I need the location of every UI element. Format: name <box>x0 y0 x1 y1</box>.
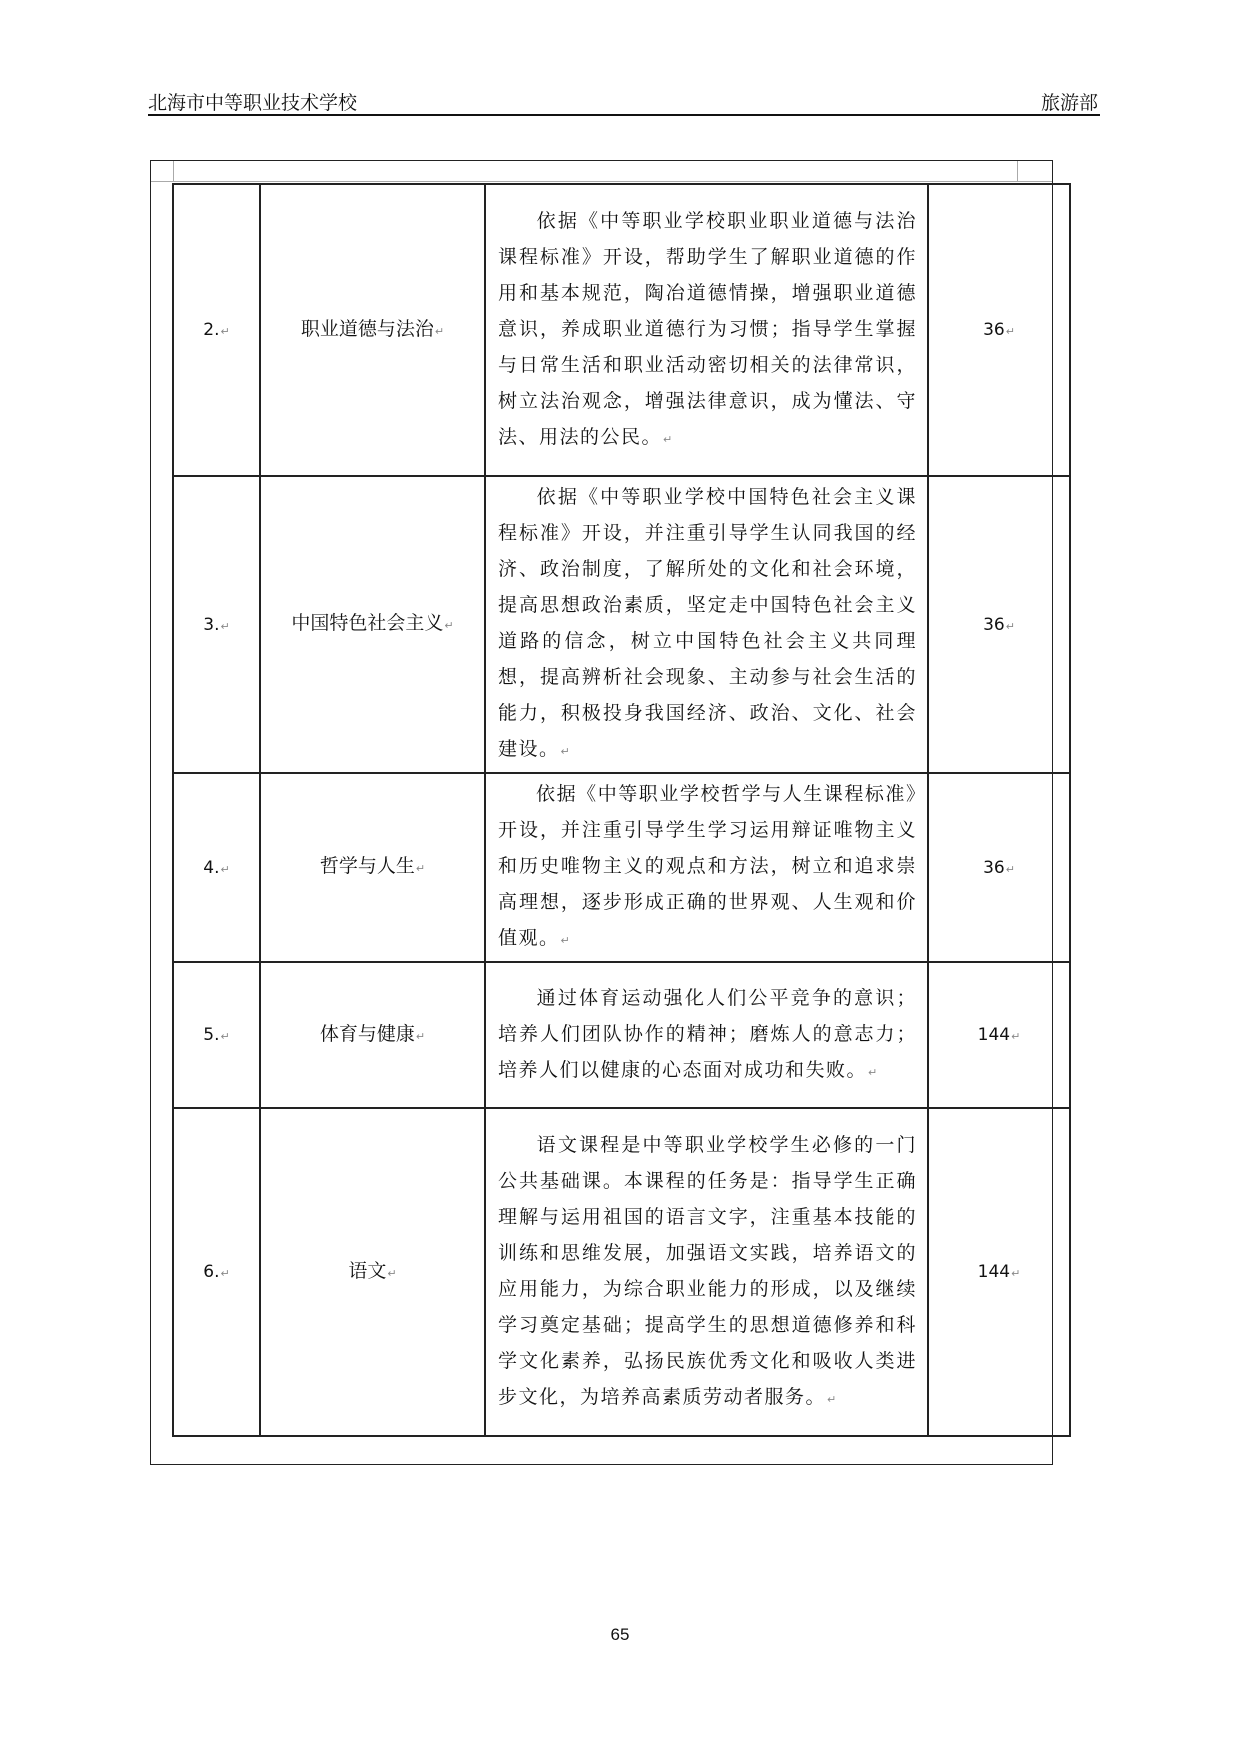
course-name: 哲学与人生↵ <box>260 773 485 962</box>
school-name: 北海市中等职业技术学校 <box>148 92 358 114</box>
course-hours: 36↵ <box>928 773 1070 962</box>
page-header <box>148 86 1100 116</box>
course-description: 语文课程是中等职业学校学生必修的一门公共基础课。本课程的任务是：指导学生正确理解与运用祖国的语言文字，注重基本技能的训练和思维发展，加强语文实践，培养语文的应用能力，为综合职业能力的形成，以及继续学习奠定基础；提高学生的思想道德修养和科学文化素养，弘扬民族优秀文化和吸收人类进步文化，为培养高素质劳动者服务。↵ <box>485 1108 928 1436</box>
course-description: 依据《中等职业学校职业职业道德与法治课程标准》开设，帮助学生了解职业道德的作用和基本规范，陶冶道德情操，增强职业道德意识，养成职业道德行为习惯；指导学生掌握与日常生活和职业活动密切相关的法律常识，树立法治观念，增强法律意识，成为懂法、守法、用法的公民。↵ <box>485 184 928 476</box>
table-row <box>173 184 1070 476</box>
course-hours: 144↵ <box>928 1108 1070 1436</box>
course-description: 通过体育运动强化人们公平竞争的意识；培养人们团队协作的精神；磨炼人的意志力；培养人们以健康的心态面对成功和失败。↵ <box>485 962 928 1108</box>
course-description: 依据《中等职业学校哲学与人生课程标准》开设，并注重引导学生学习运用辩证唯物主义和历史唯物主义的观点和方法，树立和追求崇高理想，逐步形成正确的世界观、人生观和价值观。↵ <box>485 773 928 962</box>
row-number: 4.↵ <box>173 773 260 962</box>
row-number: 5.↵ <box>173 962 260 1108</box>
frame-top-bar <box>173 161 1018 182</box>
course-hours: 144↵ <box>928 962 1070 1108</box>
row-number: 2.↵ <box>173 184 260 476</box>
table-row <box>173 773 1070 962</box>
department-name: 旅游部 <box>1040 92 1098 114</box>
page-number: 65 <box>610 1625 630 1644</box>
course-description: 依据《中等职业学校中国特色社会主义课程标准》开设，并注重引导学生认同我国的经济、政治制度，了解所处的文化和社会环境，提高思想政治素质，坚定走中国特色社会主义道路的信念，树立中国特色社会主义共同理想，提高辨析社会现象、主动参与社会生活的能力，积极投身我国经济、政治、文化、社会建设。↵ <box>485 476 928 773</box>
course-hours: 36↵ <box>928 476 1070 773</box>
course-hours: 36↵ <box>928 184 1070 476</box>
corner-mark-left <box>151 181 173 182</box>
course-name: 中国特色社会主义↵ <box>260 476 485 773</box>
table-row <box>173 1108 1070 1436</box>
row-number: 6.↵ <box>173 1108 260 1436</box>
course-name: 职业道德与法治↵ <box>260 184 485 476</box>
corner-mark-right <box>1015 181 1052 182</box>
row-number: 3.↵ <box>173 476 260 773</box>
course-table <box>172 183 1071 1437</box>
table-row <box>173 962 1070 1108</box>
table-row <box>173 476 1070 773</box>
course-name: 体育与健康↵ <box>260 962 485 1108</box>
course-name: 语文↵ <box>260 1108 485 1436</box>
